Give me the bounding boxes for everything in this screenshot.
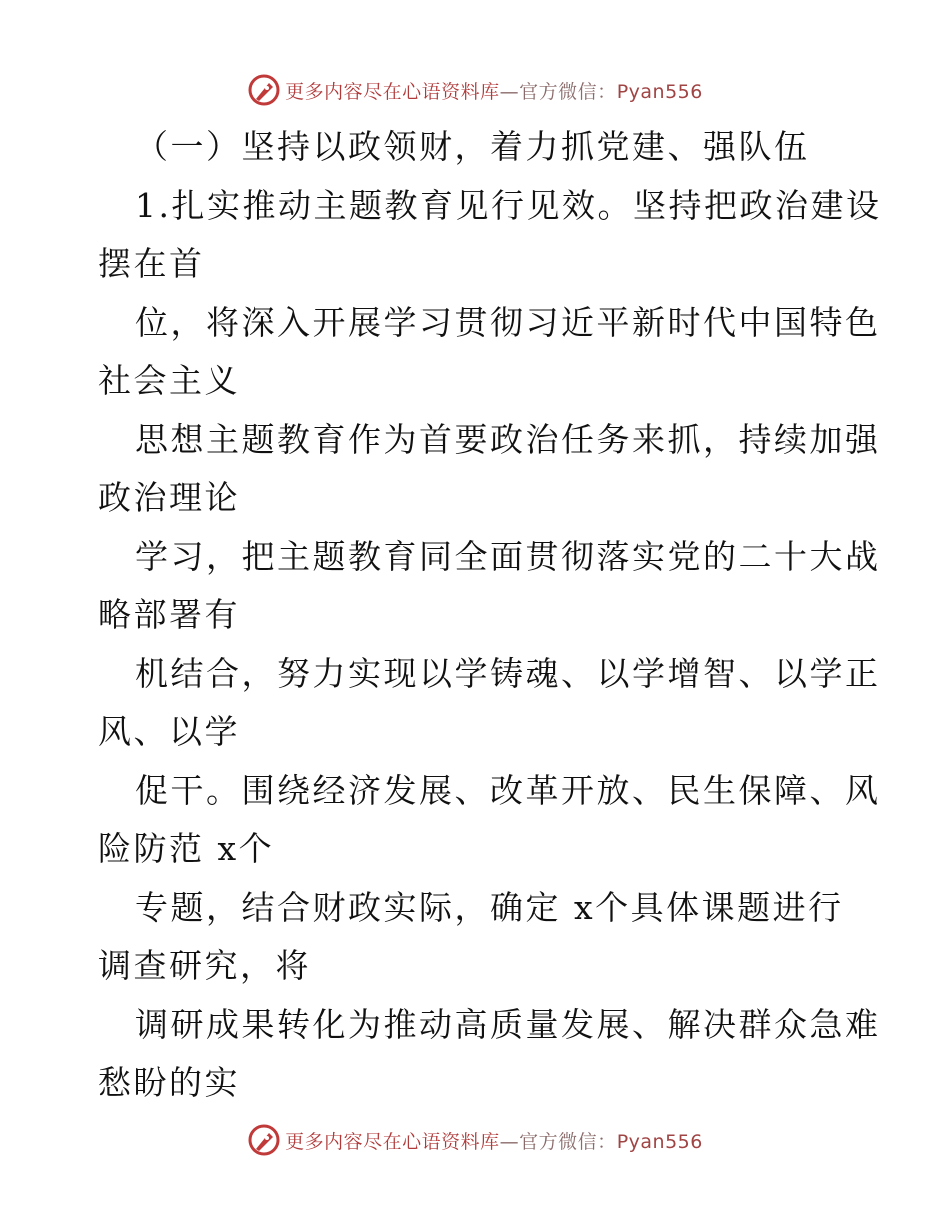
text-line: 位，将深入开展学习贯彻习近平新时代中国特色 [135, 302, 881, 342]
text-line: 风、以学 [98, 712, 240, 751]
text-line: 愁盼的实 [98, 1063, 240, 1102]
text-line: 促干。围绕经济发展、改革开放、民生保障、风 [135, 770, 881, 810]
watermark-dash: — [499, 1130, 520, 1153]
text-line: 略部署有 [98, 595, 240, 634]
text-line: 险防范 x个 [98, 829, 275, 868]
header-watermark [0, 70, 950, 110]
text-line: 摆在首 [98, 244, 205, 283]
watermark-id: Pyan556 [616, 80, 703, 103]
text-line: 思想主题教育作为首要政治任务来抓，持续加强 [135, 419, 881, 459]
text-line: 社会主义 [98, 361, 240, 400]
text-line: 政治理论 [98, 478, 240, 517]
watermark-dash: — [499, 80, 520, 103]
section-heading: （一）坚持以政领财，着力抓党建、强队伍 [135, 127, 810, 166]
text-line: 调研成果转化为推动高质量发展、解决群众急难 [135, 1004, 881, 1044]
watermark-main-text: 更多内容尽在心语资料库 [285, 80, 500, 103]
footer-watermark [0, 1120, 950, 1160]
text-line: 调查研究，将 [98, 946, 311, 985]
pen-nib-logo-icon [247, 73, 281, 107]
watermark-main-text: 更多内容尽在心语资料库 [285, 1130, 500, 1153]
text-line: 学习，把主题教育同全面贯彻落实党的二十大战 [135, 536, 881, 576]
watermark-rest-text: 官方微信： [519, 80, 617, 103]
watermark-id: Pyan556 [616, 1130, 703, 1153]
text-line: 机结合，努力实现以学铸魂、以学增智、以学正 [135, 653, 881, 693]
pen-nib-logo-icon [247, 1123, 281, 1157]
watermark-rest-text: 官方微信： [519, 1130, 617, 1153]
document-body [98, 118, 882, 1113]
text-line: 1.扎实推动主题教育见行见效。坚持把政治建设 [135, 185, 882, 225]
text-line: 专题，结合财政实际，确定 x个具体课题进行 [135, 887, 844, 927]
